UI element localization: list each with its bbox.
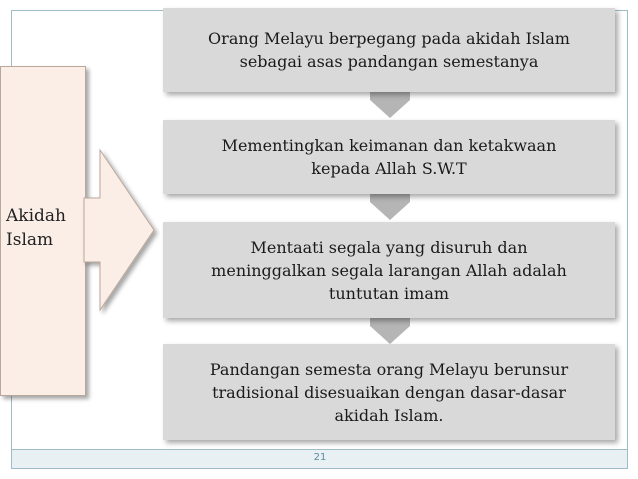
step-text-1: Orang Melayu berpegang pada akidah Islam sebagai asas pandangan semestanya — [208, 29, 570, 71]
step-text-4: Pandangan semesta orang Melayu berunsur tradisional disesuaikan dengan dasar-dasar akidah Islam. — [209, 359, 569, 425]
connector-chevron-1 — [360, 92, 420, 122]
akidah-islam-label: Akidah Islam — [6, 206, 66, 250]
step-text-2: Mementingkan keimanan dan ketakwaan kepada Allah S.W.T — [221, 136, 557, 178]
right-arrow — [80, 148, 160, 328]
step-box-4 — [163, 344, 615, 440]
step-box-1 — [163, 8, 615, 92]
step-text-3: Mentaati segala yang disuruh dan meninggalkan segala larangan Allah adalah tuntutan imam — [211, 237, 567, 303]
step-box-3 — [163, 222, 615, 318]
step-box-2 — [163, 120, 615, 194]
page-number: 21 — [313, 452, 327, 463]
connector-chevron-2 — [360, 194, 420, 224]
